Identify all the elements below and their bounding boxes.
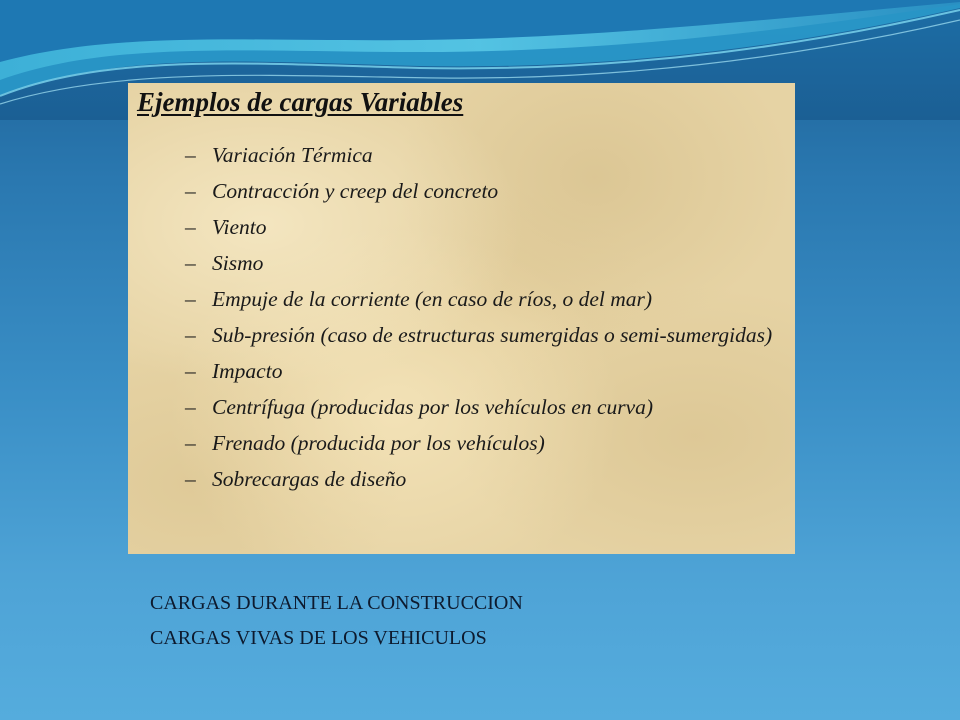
dash-bullet: – <box>185 179 196 203</box>
list-item: – Sismo <box>185 251 264 275</box>
list-item: – Empuje de la corriente (en caso de ríos, o del mar) <box>185 287 653 311</box>
box-title: Ejemplos de cargas Variables <box>137 87 464 117</box>
dash-bullet: – <box>185 323 196 347</box>
list-item: – Variación Térmica <box>185 143 373 167</box>
list-item: – Centrífuga (producidas por los vehículos en curva) <box>185 395 654 419</box>
dash-bullet: – <box>185 431 196 455</box>
list-item: – Contracción y creep del concreto <box>185 179 499 203</box>
variable-loads-list <box>185 143 785 503</box>
vehicle-live-loads-text: CARGAS VIVAS DE LOS VEHICULOS <box>150 627 487 649</box>
construction-loads-text: CARGAS DURANTE LA CONSTRUCCION <box>150 592 523 614</box>
dash-bullet: – <box>185 359 196 383</box>
dash-bullet: – <box>185 251 196 275</box>
list-item: – Sub-presión (caso de estructuras sumergidas o semi-sumergidas) <box>185 323 773 347</box>
dash-bullet: – <box>185 467 196 491</box>
list-item: – Viento <box>185 215 267 239</box>
parchment-content-box <box>128 83 795 554</box>
list-item: – Sobrecargas de diseño <box>185 467 407 491</box>
list-item: – Impacto <box>185 359 283 383</box>
dash-bullet: – <box>185 395 196 419</box>
dash-bullet: – <box>185 143 196 167</box>
list-item: – Frenado (producida por los vehículos) <box>185 431 545 455</box>
dash-bullet: – <box>185 215 196 239</box>
dash-bullet: – <box>185 287 196 311</box>
